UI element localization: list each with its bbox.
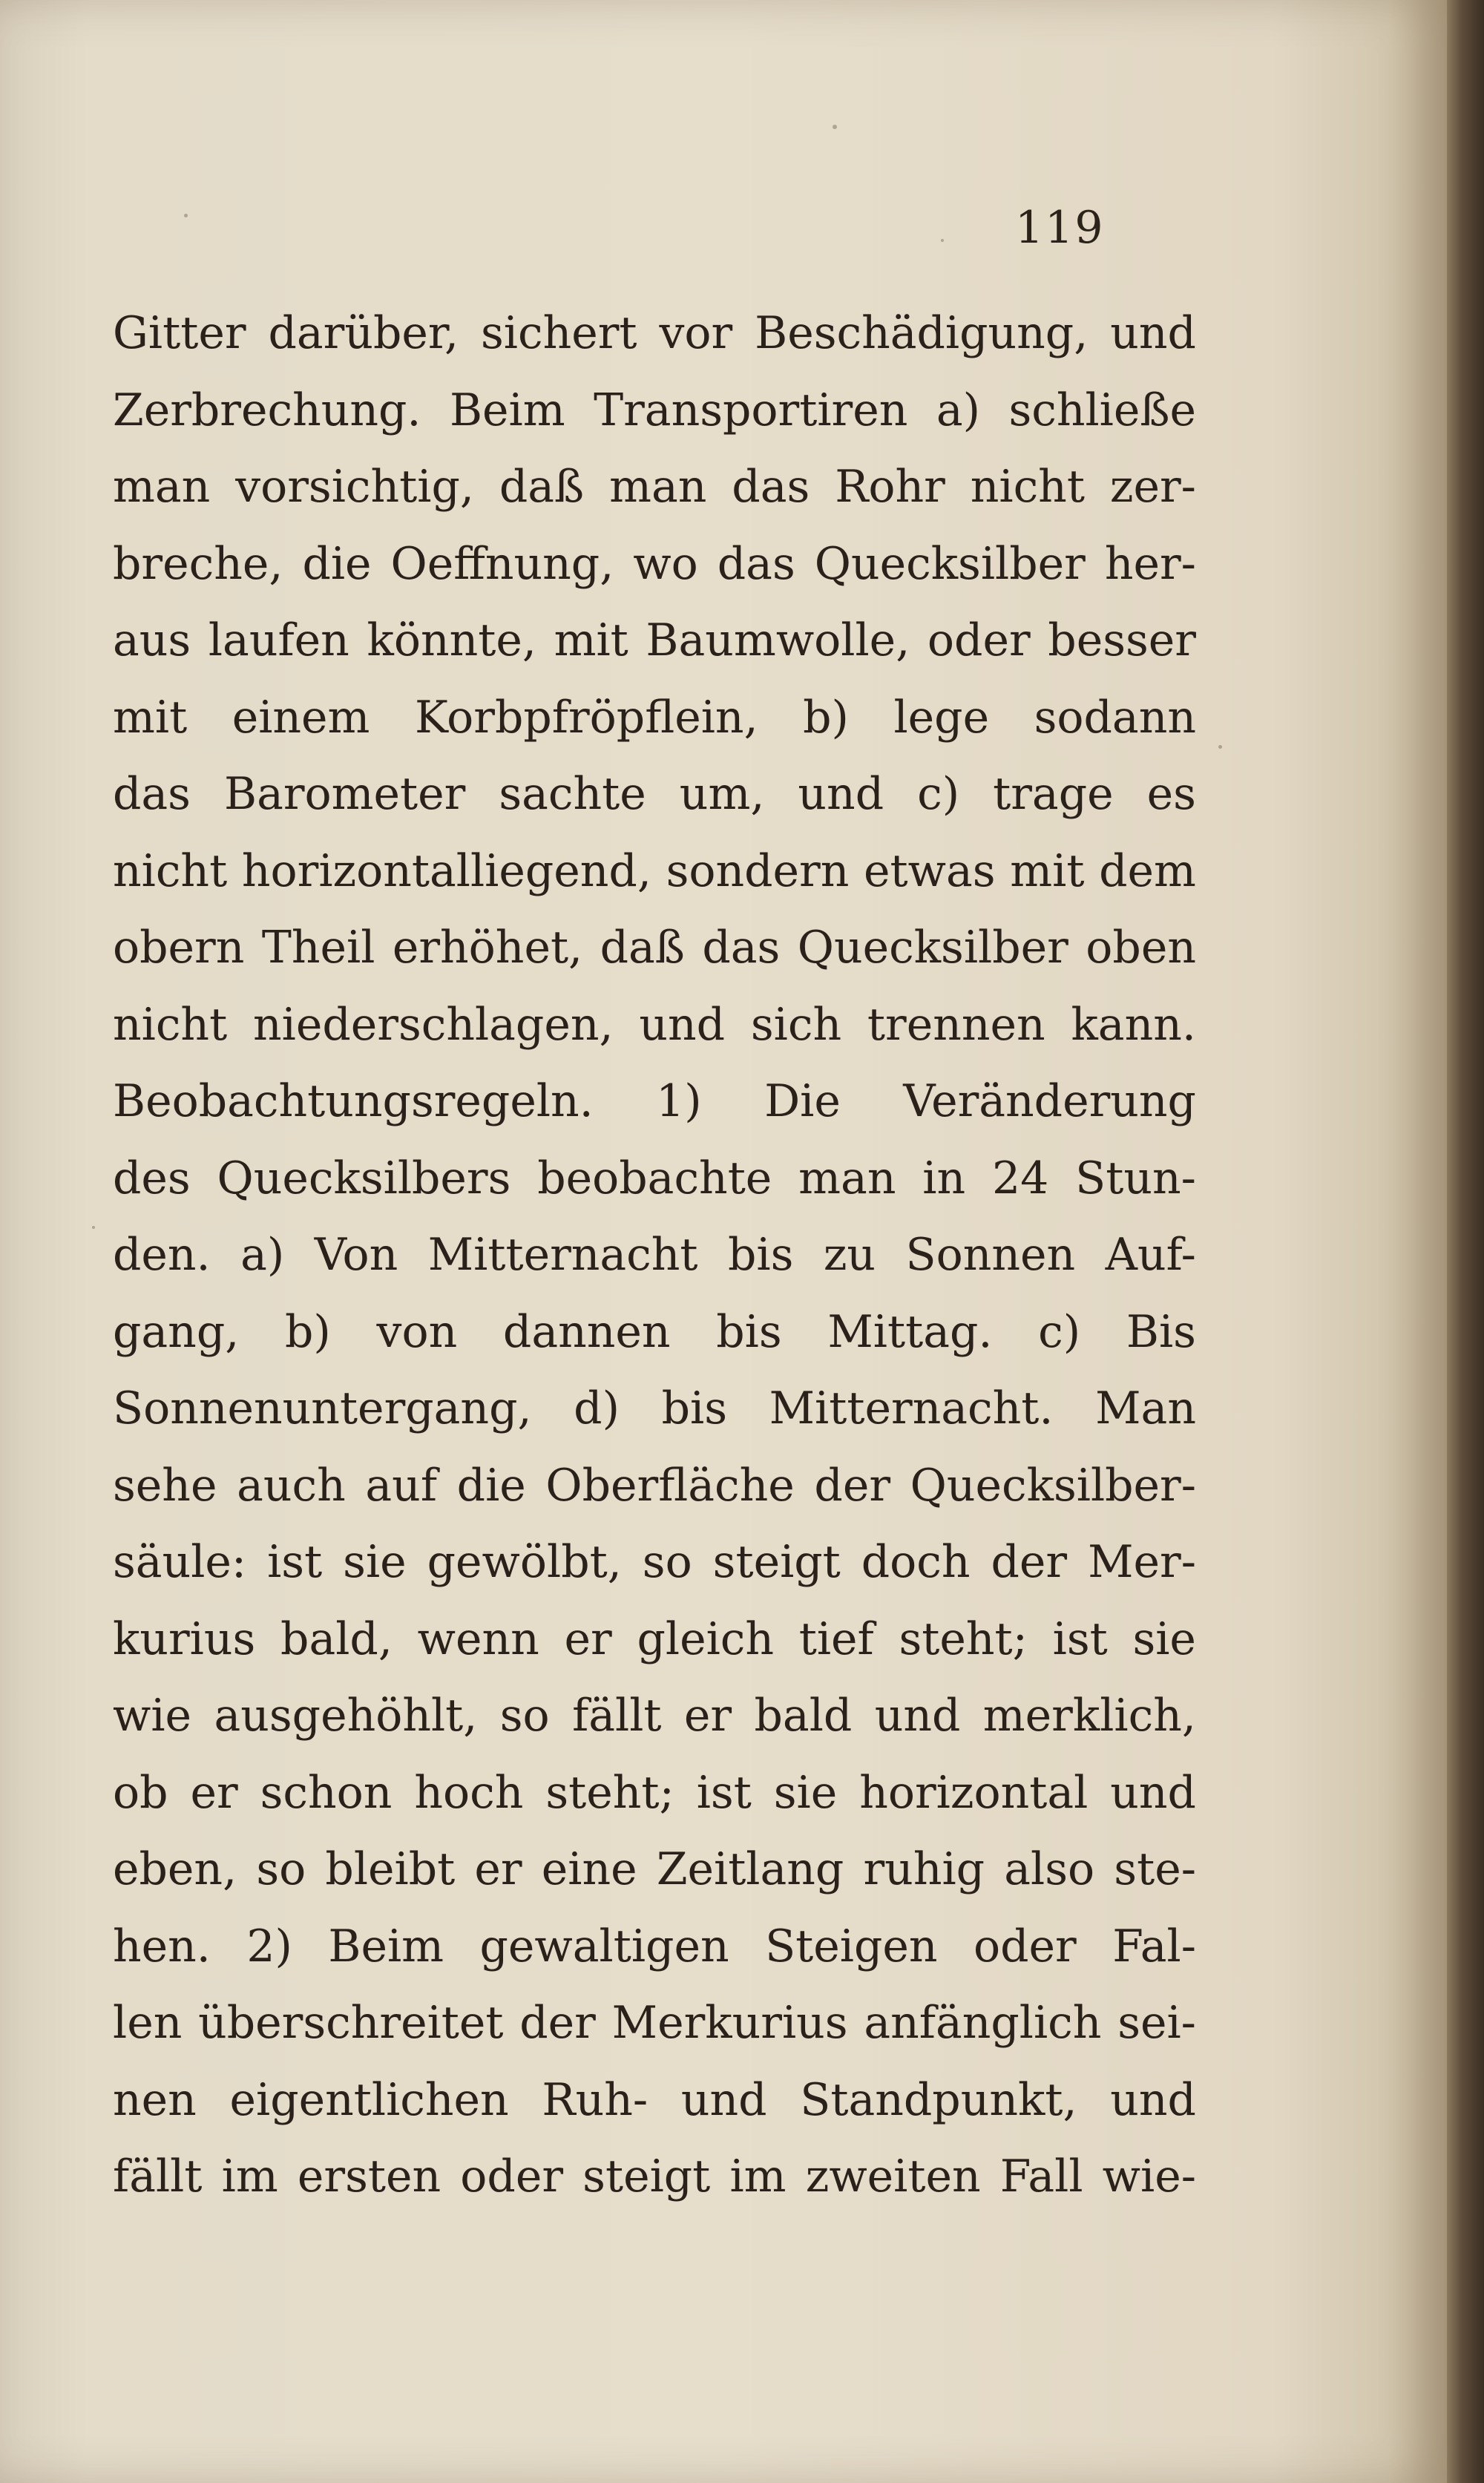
word: so bbox=[499, 1690, 550, 1742]
word: wenn bbox=[417, 1613, 539, 1665]
word: und bbox=[1110, 307, 1196, 359]
word: Barometer bbox=[223, 768, 466, 820]
word: Beobachtungsregeln. bbox=[113, 1075, 594, 1127]
word: säule: bbox=[113, 1536, 247, 1588]
word: so bbox=[256, 1843, 306, 1895]
word: oder bbox=[927, 614, 1031, 666]
word: beobachte bbox=[537, 1152, 772, 1204]
word: nen bbox=[113, 2073, 197, 2126]
word: nicht bbox=[113, 844, 228, 897]
word: Zeitlang bbox=[656, 1843, 844, 1895]
text-line bbox=[113, 295, 1196, 373]
word: von bbox=[376, 1305, 458, 1358]
word: und bbox=[798, 768, 884, 820]
word: obern bbox=[113, 922, 245, 974]
word: a) bbox=[240, 1229, 285, 1281]
word: sei- bbox=[1117, 1997, 1196, 2049]
word: ste- bbox=[1114, 1843, 1196, 1895]
page-number: 119 bbox=[1015, 202, 1105, 254]
word: b) bbox=[285, 1305, 331, 1358]
word: wie- bbox=[1102, 2151, 1196, 2202]
word: und bbox=[1110, 2073, 1196, 2126]
word: Baumwolle, bbox=[646, 614, 910, 666]
word: sehe bbox=[113, 1459, 217, 1512]
word: oder bbox=[460, 2151, 564, 2202]
word: man bbox=[609, 461, 707, 513]
word: vorsichtig, bbox=[235, 461, 474, 513]
word: besser bbox=[1048, 614, 1196, 666]
word: anfänglich bbox=[864, 1997, 1102, 2049]
text-line bbox=[113, 680, 1196, 757]
text-line bbox=[113, 1831, 1196, 1909]
word: Stun- bbox=[1075, 1152, 1196, 1204]
word: erhöhet, bbox=[392, 922, 583, 974]
word: trennen bbox=[867, 998, 1045, 1051]
word: c) bbox=[917, 768, 960, 820]
word: das bbox=[702, 922, 781, 974]
word: Steigen bbox=[765, 1920, 938, 1972]
word: schließe bbox=[1008, 384, 1196, 436]
word: ist bbox=[267, 1536, 323, 1588]
text-line bbox=[113, 449, 1196, 526]
word: c) bbox=[1038, 1305, 1081, 1358]
word: Mittag. bbox=[827, 1305, 993, 1358]
word: sichert bbox=[481, 307, 637, 359]
word: her- bbox=[1104, 537, 1196, 590]
word: Beschädigung, bbox=[755, 307, 1089, 359]
word: die bbox=[456, 1459, 526, 1512]
word: einem bbox=[232, 691, 370, 744]
word: sodann bbox=[1034, 691, 1196, 744]
word: Mitternacht bbox=[427, 1229, 698, 1281]
word: das bbox=[732, 461, 810, 513]
word: kann. bbox=[1071, 998, 1196, 1051]
word: ob bbox=[113, 1766, 168, 1819]
paper-speckle bbox=[92, 1226, 95, 1229]
text-line bbox=[113, 1217, 1196, 1294]
text-line bbox=[113, 1371, 1196, 1448]
word: daß bbox=[499, 461, 585, 513]
word: Mitternacht. bbox=[769, 1382, 1054, 1434]
word: 2) bbox=[246, 1920, 292, 1972]
word: der bbox=[519, 1997, 596, 2049]
word: Quecksilber bbox=[814, 537, 1086, 590]
text-line bbox=[113, 1294, 1196, 1371]
word: und bbox=[680, 2073, 767, 2126]
word: horizontalliegend, bbox=[241, 844, 651, 897]
word: er bbox=[190, 1766, 238, 1819]
word: Sonnen bbox=[905, 1229, 1076, 1281]
text-line bbox=[113, 526, 1196, 603]
word: Standpunkt, bbox=[800, 2073, 1077, 2126]
text-line bbox=[113, 910, 1196, 987]
word: Fal- bbox=[1112, 1920, 1196, 1972]
word: dannen bbox=[502, 1305, 671, 1358]
text-line bbox=[113, 756, 1196, 833]
word: eine bbox=[541, 1843, 637, 1895]
word: niederschlagen, bbox=[253, 998, 614, 1051]
word: fällt bbox=[572, 1690, 662, 1742]
word: nicht bbox=[970, 461, 1085, 513]
word: mit bbox=[554, 614, 628, 666]
word: Veränderung bbox=[903, 1075, 1196, 1127]
word: also bbox=[1004, 1843, 1095, 1895]
word: Mer- bbox=[1088, 1536, 1196, 1588]
word: etwas bbox=[864, 844, 996, 897]
word: bald bbox=[754, 1690, 853, 1742]
word: er bbox=[474, 1843, 522, 1895]
word: Die bbox=[764, 1075, 841, 1127]
word: fällt bbox=[113, 2151, 203, 2202]
word: Rohr bbox=[835, 461, 945, 513]
word: ausgehöhlt, bbox=[214, 1690, 478, 1742]
word: bis bbox=[716, 1305, 782, 1358]
paper-speckle bbox=[833, 125, 837, 129]
word: Bis bbox=[1126, 1305, 1196, 1358]
word: zweiten bbox=[805, 2151, 981, 2202]
word: aus bbox=[113, 614, 191, 666]
word: er bbox=[564, 1613, 612, 1665]
word: der bbox=[814, 1459, 891, 1512]
word: Quecksilber- bbox=[910, 1459, 1196, 1512]
word: Quecksilbers bbox=[217, 1152, 511, 1204]
word: Korbpfröpflein, bbox=[414, 691, 758, 744]
body-text bbox=[113, 295, 1196, 2216]
word: merklich, bbox=[982, 1690, 1196, 1742]
word: den. bbox=[113, 1229, 211, 1281]
word: oben bbox=[1086, 922, 1196, 974]
word: daß bbox=[600, 922, 685, 974]
word: im bbox=[221, 2151, 278, 2202]
word: sondern bbox=[666, 844, 850, 897]
word: bis bbox=[727, 1229, 794, 1281]
word: auf bbox=[365, 1459, 438, 1512]
paper-speckle bbox=[941, 239, 944, 242]
word: laufen bbox=[208, 614, 349, 666]
word: schon bbox=[260, 1766, 393, 1819]
word: um, bbox=[679, 768, 765, 820]
word: mit bbox=[113, 691, 188, 744]
word: len bbox=[113, 1997, 183, 2049]
word: mit bbox=[1010, 844, 1085, 897]
word: ist bbox=[1052, 1613, 1108, 1665]
text-line bbox=[113, 1448, 1196, 1525]
word: auch bbox=[237, 1459, 346, 1512]
word: horizontal bbox=[859, 1766, 1089, 1819]
word: sie bbox=[343, 1536, 407, 1588]
word: bleibt bbox=[325, 1843, 456, 1895]
word: man bbox=[798, 1152, 896, 1204]
word: er bbox=[683, 1690, 732, 1742]
text-line bbox=[113, 603, 1196, 680]
word: breche, bbox=[113, 537, 283, 590]
word: eigentlichen bbox=[229, 2073, 509, 2126]
word: des bbox=[113, 1152, 191, 1204]
word: dem bbox=[1099, 844, 1196, 897]
text-line bbox=[113, 833, 1196, 911]
word: und bbox=[874, 1690, 961, 1742]
word: gewölbt, bbox=[427, 1536, 622, 1588]
word: steigt bbox=[712, 1536, 841, 1588]
word: Sonnenuntergang, bbox=[113, 1382, 532, 1434]
word: in bbox=[922, 1152, 966, 1204]
word: zer- bbox=[1109, 461, 1196, 513]
page-edge bbox=[1447, 0, 1484, 2483]
text-line bbox=[113, 1141, 1196, 1218]
word: oder bbox=[974, 1920, 1077, 1972]
word: könnte, bbox=[367, 614, 536, 666]
word: nicht bbox=[113, 998, 228, 1051]
word: steht; bbox=[899, 1613, 1028, 1665]
word: sie bbox=[773, 1766, 838, 1819]
word: ist bbox=[696, 1766, 752, 1819]
word: Auf- bbox=[1105, 1229, 1196, 1281]
text-line bbox=[113, 373, 1196, 450]
word: d) bbox=[574, 1382, 620, 1434]
word: sie bbox=[1132, 1613, 1196, 1665]
word: überschreitet bbox=[198, 1997, 504, 2049]
word: es bbox=[1146, 768, 1196, 820]
word: doch bbox=[861, 1536, 971, 1588]
paper-speckle bbox=[1218, 745, 1222, 749]
word: im bbox=[729, 2151, 787, 2202]
word: der bbox=[991, 1536, 1068, 1588]
word: ruhig bbox=[863, 1843, 985, 1895]
word: Gitter bbox=[113, 307, 246, 359]
word: man bbox=[113, 461, 211, 513]
word: Fall bbox=[999, 2151, 1083, 2202]
text-line bbox=[113, 2062, 1196, 2139]
word: Beim bbox=[328, 1920, 444, 1972]
word: trage bbox=[993, 768, 1114, 820]
word: die bbox=[302, 537, 372, 590]
word: zu bbox=[823, 1229, 876, 1281]
word: gleich bbox=[637, 1613, 775, 1665]
text-line bbox=[113, 1524, 1196, 1601]
word: Man bbox=[1095, 1382, 1196, 1434]
word: b) bbox=[803, 691, 849, 744]
word: Von bbox=[314, 1229, 398, 1281]
word: Beim bbox=[449, 384, 565, 436]
word: eben, bbox=[113, 1843, 237, 1895]
word: darüber, bbox=[268, 307, 459, 359]
word: Oeffnung, bbox=[390, 537, 614, 590]
text-line bbox=[113, 1755, 1196, 1832]
word: so bbox=[642, 1536, 692, 1588]
paper-speckle bbox=[184, 214, 188, 217]
word: das bbox=[113, 768, 191, 820]
word: Oberfläche bbox=[545, 1459, 795, 1512]
word: a) bbox=[936, 384, 980, 436]
word: steht; bbox=[545, 1766, 674, 1819]
word: gang, bbox=[113, 1305, 240, 1358]
word: Theil bbox=[261, 922, 375, 974]
word: Zerbrechung. bbox=[113, 384, 421, 436]
word: hoch bbox=[414, 1766, 524, 1819]
word: Merkurius bbox=[611, 1997, 848, 2049]
word: Ruh- bbox=[542, 2073, 649, 2126]
text-line bbox=[113, 1985, 1196, 2062]
word: wie bbox=[113, 1690, 192, 1742]
word: sich bbox=[750, 998, 842, 1051]
text-line bbox=[113, 987, 1196, 1064]
word: wo bbox=[633, 537, 698, 590]
word: sachte bbox=[499, 768, 646, 820]
word: gewaltigen bbox=[479, 1920, 729, 1972]
word: das bbox=[717, 537, 795, 590]
word: kurius bbox=[113, 1613, 256, 1665]
word: ersten bbox=[297, 2151, 441, 2202]
word: und bbox=[639, 998, 726, 1051]
word: lege bbox=[893, 691, 990, 744]
word: Transportiren bbox=[594, 384, 908, 436]
text-line bbox=[113, 1678, 1196, 1755]
word: und bbox=[1110, 1766, 1196, 1819]
word: 24 bbox=[991, 1152, 1049, 1204]
word: hen. bbox=[113, 1920, 211, 1972]
word: 1) bbox=[656, 1075, 702, 1127]
word: Quecksilber bbox=[797, 922, 1068, 974]
word: vor bbox=[659, 307, 733, 359]
text-line bbox=[113, 2139, 1196, 2216]
word: bald, bbox=[280, 1613, 393, 1665]
word: bis bbox=[661, 1382, 727, 1434]
word: tief bbox=[798, 1613, 874, 1665]
text-line bbox=[113, 1601, 1196, 1679]
word: steigt bbox=[582, 2151, 711, 2202]
text-line bbox=[113, 1909, 1196, 1986]
text-line bbox=[113, 1063, 1196, 1141]
